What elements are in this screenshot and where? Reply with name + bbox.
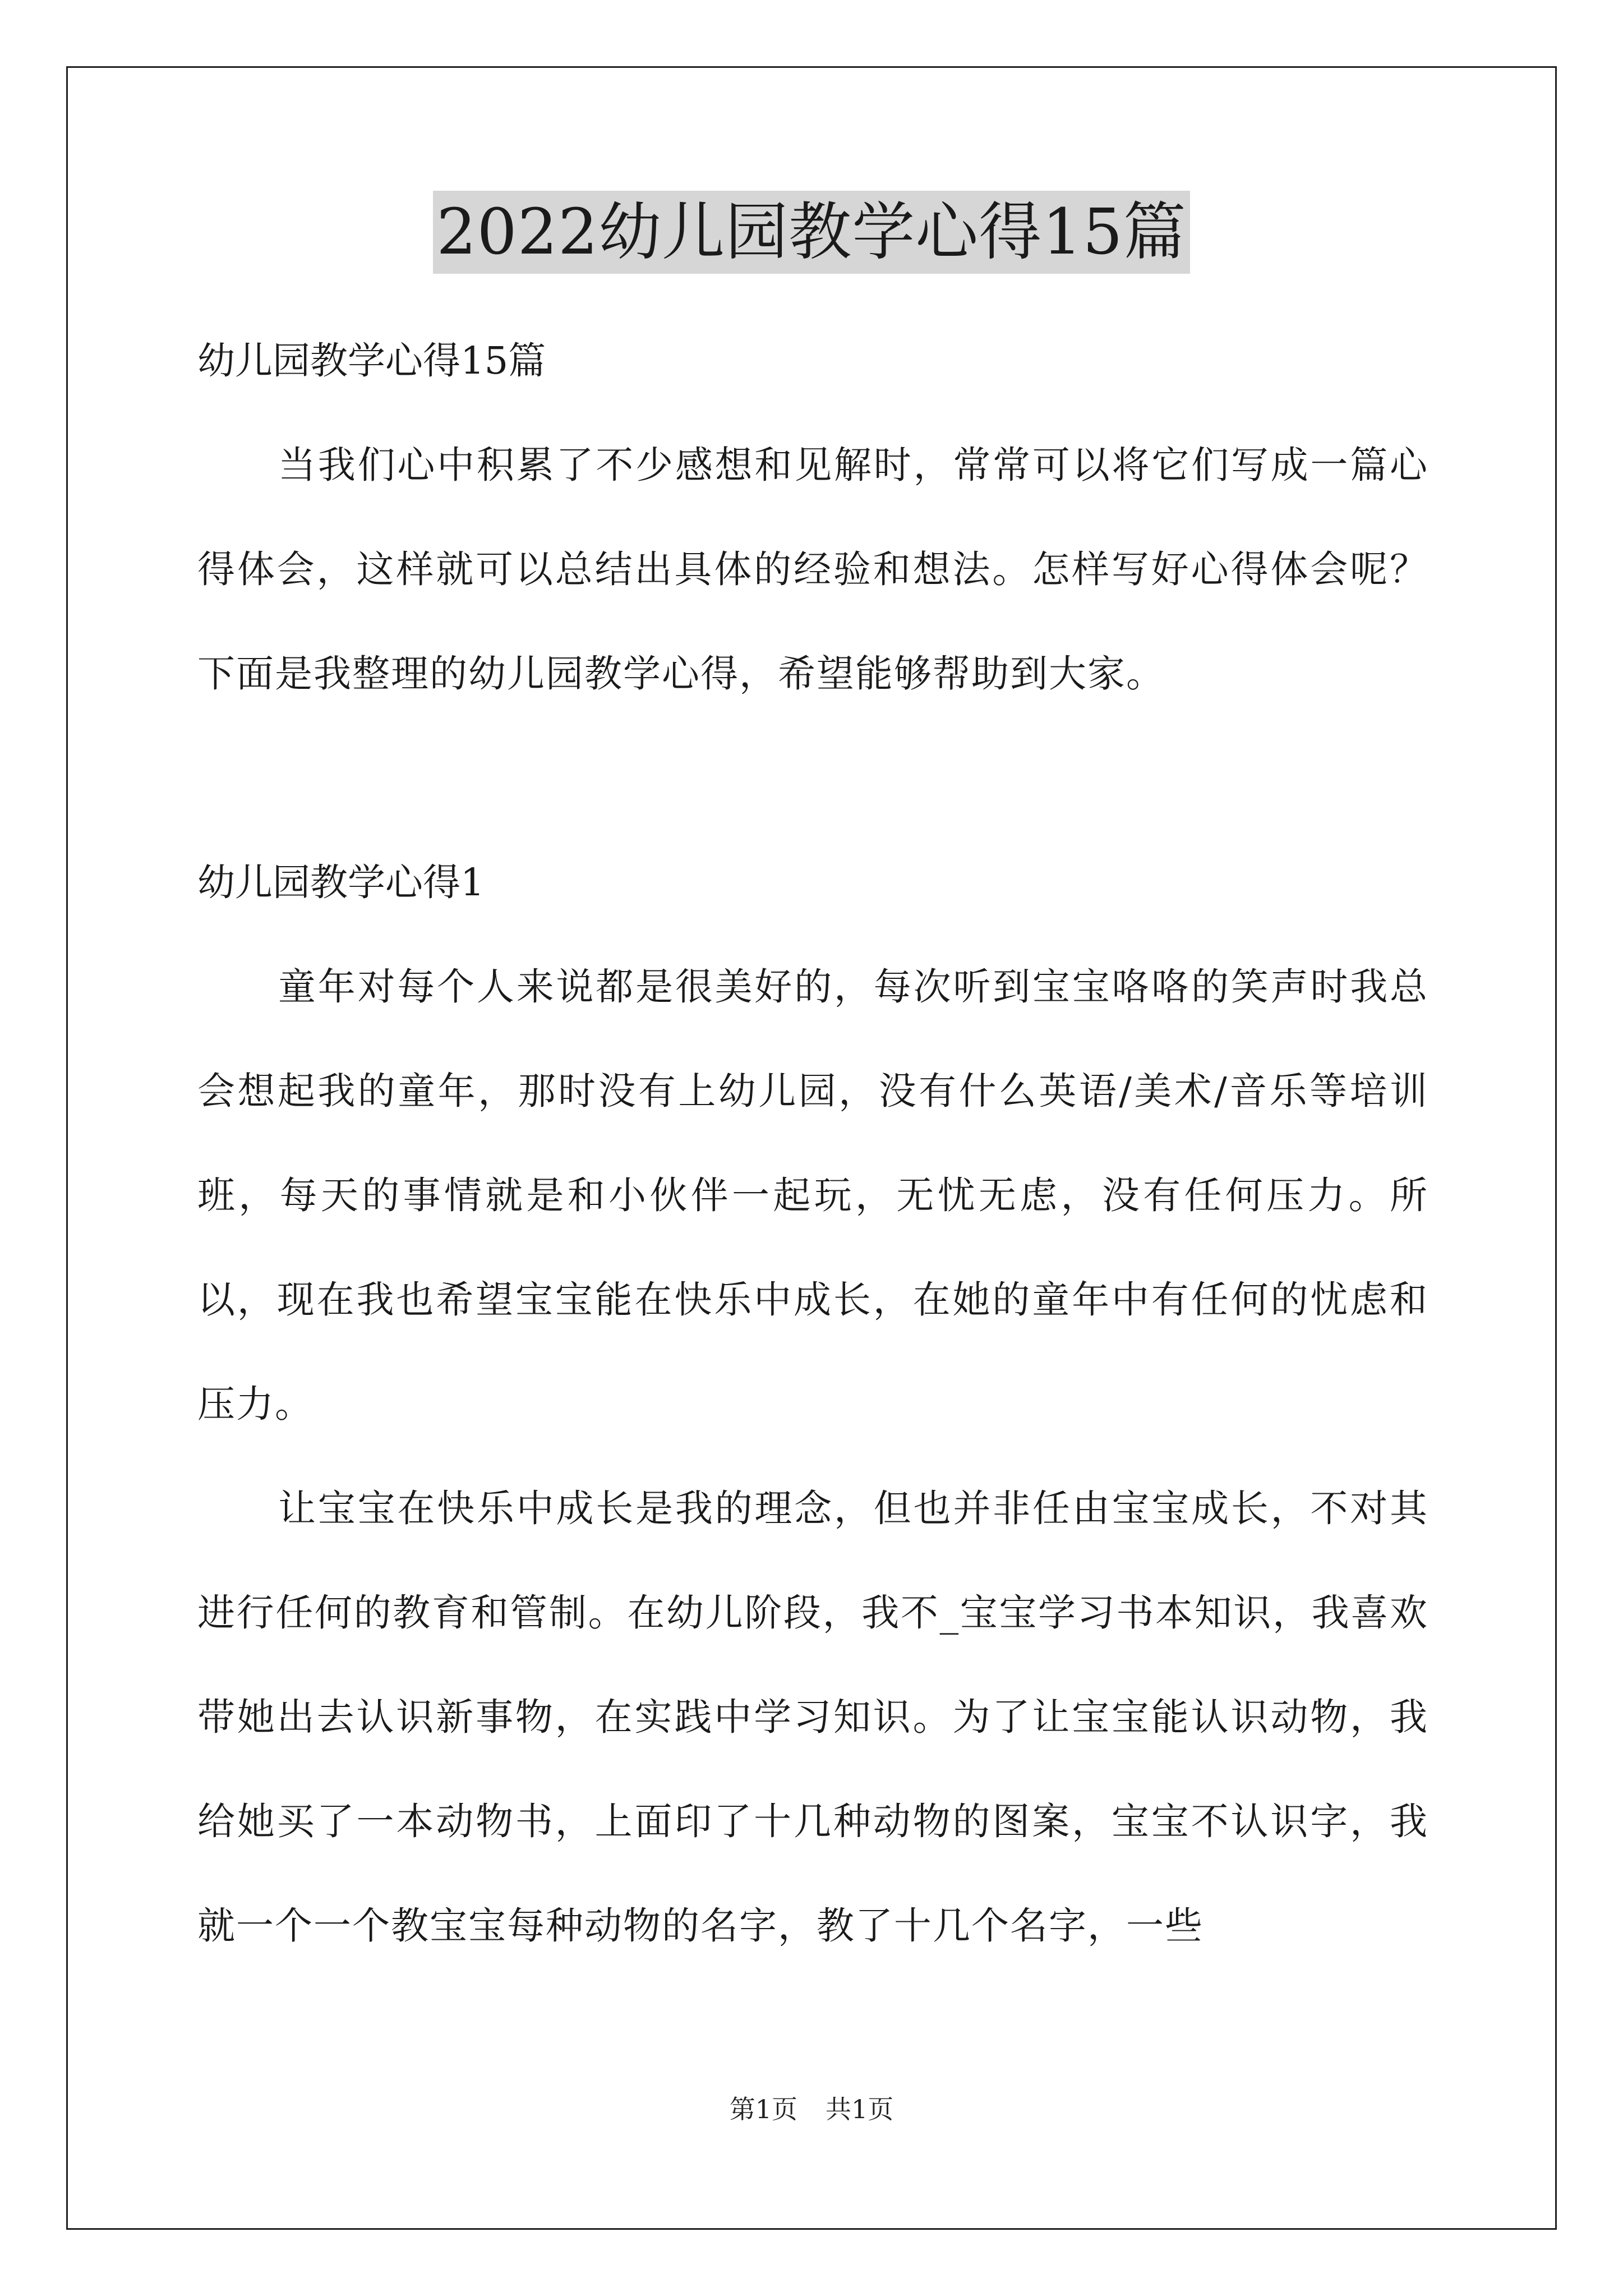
page-footer [0,2092,1623,2126]
section-spacer [197,726,1428,830]
page-total: 共1页 [826,2094,894,2124]
section-heading: 幼儿园教学心得1 [197,861,485,904]
page-number: 第1页 [729,2094,797,2124]
body-paragraph: 让宝宝在快乐中成长是我的理念，但也并非任由宝宝成长，不对其进行任何的教育和管制。在幼儿阶段，我不_宝宝学习书本知识，我喜欢带她出去认识新事物，在实践中学习知识。为了让宝宝能认识动物，我给她买了一本动物书，上面印了十几种动物的图案，宝宝不认识字，我就一个一个教宝宝每种动物的名字，教了十几个名字，一些 [197,1487,1428,1948]
title-container [0,191,1623,274]
intro-paragraph: 当我们心中积累了不少感想和见解时，常常可以将它们写成一篇心得体会，这样就可以总结出具体的经验和想法。怎样写好心得体会呢？下面是我整理的幼儿园教学心得，希望能够帮助到大家。 [197,443,1428,696]
body-paragraph: 童年对每个人来说都是很美好的，每次听到宝宝咯咯的笑声时我总会想起我的童年，那时没有上幼儿园，没有什么英语/美术/音乐等培训班，每天的事情就是和小伙伴一起玩，无忧无虑，没有任何压力。所以，现在我也希望宝宝能在快乐中成长，在她的童年中有任何的忧虑和压力。 [197,965,1428,1426]
document-title: 2022幼儿园教学心得15篇 [433,191,1190,274]
intro-heading: 幼儿园教学心得15篇 [197,339,546,383]
document-body [197,309,1428,1978]
